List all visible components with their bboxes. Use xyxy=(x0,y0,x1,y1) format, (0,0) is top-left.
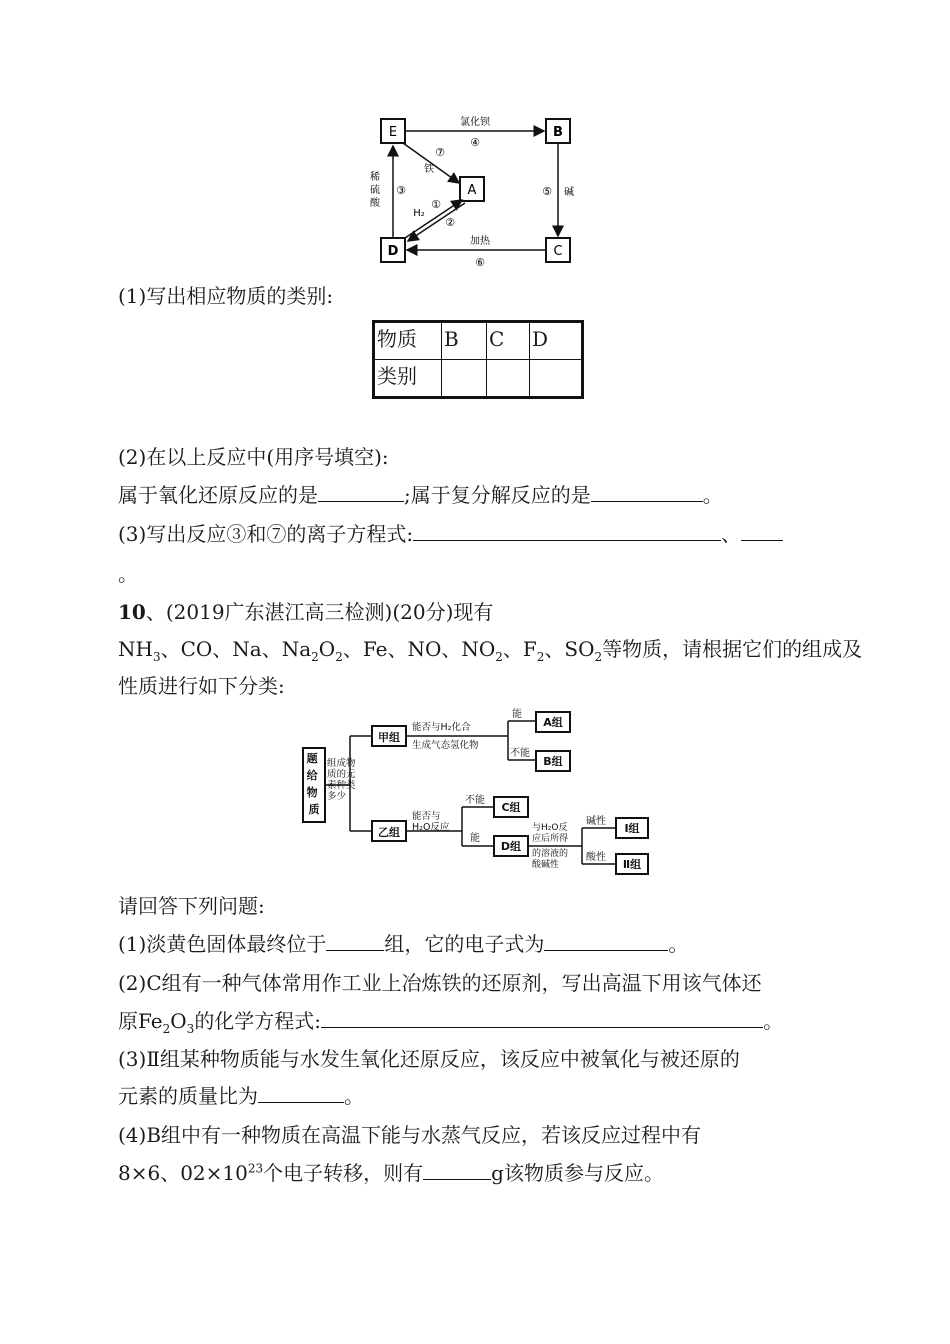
text: O xyxy=(318,637,336,661)
group-yi: 乙组 xyxy=(378,826,400,839)
text: 。 xyxy=(668,932,689,956)
table-cell: B xyxy=(442,322,487,360)
classification-diagram xyxy=(300,706,652,878)
d-criterion: 与H₂O反 应后所得 的溶液的 酸碱性 xyxy=(532,823,569,870)
table-cell: 物质 xyxy=(374,322,442,360)
edge-DE-num: ③ xyxy=(396,184,406,197)
question-3 xyxy=(118,520,783,548)
text: 。 xyxy=(344,1084,364,1108)
node-E: E xyxy=(388,125,398,140)
table-row xyxy=(374,360,583,398)
group-I: Ⅰ组 xyxy=(624,822,640,835)
text: 原Fe xyxy=(118,1009,163,1033)
answer-4-line2 xyxy=(118,1159,664,1187)
answer-blank[interactable] xyxy=(413,522,721,541)
question-1: (1)写出相应物质的类别: xyxy=(118,284,334,308)
text: g该物质参与反应。 xyxy=(491,1161,664,1185)
table-cell[interactable] xyxy=(487,360,530,398)
text: 、F xyxy=(502,637,537,661)
subscript: 2 xyxy=(311,650,319,664)
answer-4-line1: (4)B组中有一种物质在高温下能与水蒸气反应，若该反应过程中有 xyxy=(118,1123,702,1147)
q3-end: 。 xyxy=(118,562,138,586)
edge-BC-label: 碱 xyxy=(564,187,574,198)
subscript: 3 xyxy=(152,650,161,664)
label-yi-neng: 能 xyxy=(470,833,480,844)
question-number: 10 xyxy=(118,600,146,624)
question-2: (2)在以上反应中(用序号填空): xyxy=(118,445,389,469)
subscript: 3 xyxy=(186,1022,195,1036)
table-cell[interactable] xyxy=(530,360,583,398)
group-C: C组 xyxy=(501,801,521,814)
answer-blank[interactable] xyxy=(318,483,404,502)
node-B: B xyxy=(553,125,563,140)
yi-criterion: 能否与 H₂O反应 xyxy=(412,811,450,833)
subscript: 2 xyxy=(495,650,503,664)
group-B: B组 xyxy=(543,755,563,768)
label-acidic: 酸性 xyxy=(586,852,606,863)
text: 元素的质量比为 xyxy=(118,1084,258,1108)
text: 、CO、Na、Na xyxy=(160,637,312,661)
answer-blank[interactable] xyxy=(326,932,384,951)
node-C: C xyxy=(553,244,563,259)
answer-blank[interactable] xyxy=(258,1084,344,1103)
text: 等物质，请根据它们的组成及 xyxy=(602,637,863,661)
group-D: D组 xyxy=(500,840,522,853)
group-II: Ⅱ组 xyxy=(622,858,642,871)
group-jia: 甲组 xyxy=(378,731,400,744)
edge-EB-num: ④ xyxy=(470,136,480,149)
answer-3-line1: (3)Ⅱ组某种物质能与水发生氧化还原反应，该反应中被氧化与被还原的 xyxy=(118,1047,740,1071)
reaction-diagram xyxy=(370,110,580,270)
text: O xyxy=(170,1009,187,1033)
answer-1 xyxy=(118,930,688,958)
table-cell: D xyxy=(530,322,583,360)
answer-blank[interactable] xyxy=(741,522,783,541)
q2-end: 。 xyxy=(702,483,723,507)
label-buneng: 不能 xyxy=(510,748,530,759)
answer-3-line2 xyxy=(118,1082,364,1110)
answer-blank[interactable] xyxy=(321,1009,763,1028)
q10-substances xyxy=(118,635,862,663)
edge-DA-num1: ① xyxy=(431,198,441,211)
answer-2-line1: (2)C组有一种气体常用作工业上冶炼铁的还原剂，写出高温下用该气体还 xyxy=(118,971,762,995)
label-yi-buneng: 不能 xyxy=(465,795,485,806)
q3-text: (3)写出反应③和⑦的离子方程式: xyxy=(118,522,414,546)
text: 8×6、02×10 xyxy=(118,1161,248,1185)
subscript: 2 xyxy=(594,650,603,664)
table-cell: C xyxy=(487,322,530,360)
group-A: A组 xyxy=(543,716,563,729)
criterion-1: 组成物 质的元 素种类 多少 xyxy=(327,758,356,802)
classification-table xyxy=(372,320,584,399)
answer-blank[interactable] xyxy=(591,483,703,502)
node-A: A xyxy=(467,183,477,198)
edge-EA-num: ⑦ xyxy=(435,146,445,159)
node-D: D xyxy=(387,244,399,259)
table-cell[interactable] xyxy=(442,360,487,398)
table-row xyxy=(374,322,583,360)
text: 、SO xyxy=(544,637,595,661)
text: 个电子转移，则有 xyxy=(263,1161,424,1185)
text: (1)淡黄色固体最终位于 xyxy=(118,932,327,956)
label-alkaline: 碱性 xyxy=(586,816,606,827)
question-2-fill xyxy=(118,481,723,509)
q2-part-a: 属于氧化还原反应的是 xyxy=(118,483,318,507)
q10-header: 、(2019广东湛江高三检测)(20分)现有 xyxy=(145,600,494,624)
edge-CD-label: 加热 xyxy=(470,236,490,247)
answers-intro: 请回答下列问题: xyxy=(118,894,265,918)
table-cell: 类别 xyxy=(374,360,442,398)
edge-BC-num: ⑤ xyxy=(542,185,552,198)
root-label: 题 给 物 质 xyxy=(306,752,320,816)
text: 、Fe、NO、NO xyxy=(342,637,496,661)
text: NH xyxy=(118,637,153,661)
text: 。 xyxy=(763,1009,784,1033)
subscript: 2 xyxy=(536,650,545,664)
edge-EB-label: 氯化钡 xyxy=(460,117,490,128)
label-neng: 能 xyxy=(512,709,522,720)
subscript: 2 xyxy=(335,650,343,664)
edge-EA-label: 铁 xyxy=(424,164,434,175)
superscript: 23 xyxy=(247,1161,264,1176)
edge-DA-label: H₂ xyxy=(413,208,425,219)
jia-criterion: 能否与H₂化合 生成气态氢化物 xyxy=(412,722,479,751)
question-10-header xyxy=(118,598,493,626)
answer-blank[interactable] xyxy=(544,932,668,951)
subscript: 2 xyxy=(162,1022,171,1036)
edge-CD-num: ⑥ xyxy=(475,256,485,269)
q2-part-b: ;属于复分解反应的是 xyxy=(404,483,591,507)
answer-2-line2 xyxy=(118,1007,783,1035)
q10-line3: 性质进行如下分类: xyxy=(118,674,285,698)
q3-sep: 、 xyxy=(721,522,742,546)
answer-blank[interactable] xyxy=(423,1161,491,1180)
edge-DE-label: 稀硫酸 xyxy=(370,172,380,209)
text: 的化学方程式: xyxy=(194,1009,322,1033)
edge-DA-num2: ② xyxy=(445,216,455,229)
text: 组，它的电子式为 xyxy=(384,932,545,956)
